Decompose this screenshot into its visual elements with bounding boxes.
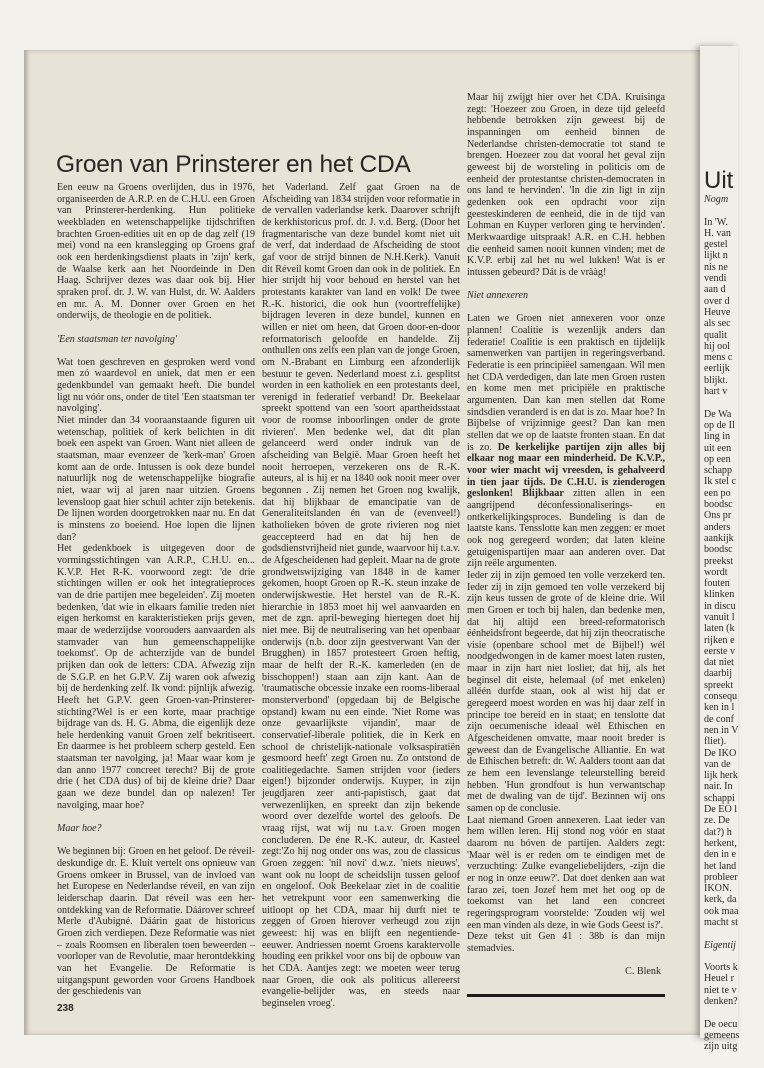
text-line: Heuve	[704, 306, 731, 318]
text-line: in discu	[704, 600, 736, 612]
paragraph: het Vaderland. Zelf gaat Groen na de Afscheiding van 1834 strijden voor reformatie in de vervallen vaderlandse kerk. Daarover schrijft de kerkhistoricus prof. dr. J. v.d. Berg. (Door het fragmentarische van deze bundel komt niet uit de verf, dat inderdaad de Afscheiding de stoot gaf voor de strijd binnen de N.H.Kerk). Vanuit dit Réveil komt Groen dan ook in de politiek. En hier strijdt hij voor behoud en herstel van het protestants karakter van land en volk! De twee R.-K. historici, die ook hun (voortreffelijke) bijdragen leveren in deze bundel, kunnen en willen er niet om heen, dat Groen door-en-door reformatorisch geloofde en handelde. Zij onthullen ons zelfs een plan van de jonge Groen, om N.-Brabant en Limburg een afzonderlijk bestuur te geven. Nederland moest z.i. gesplitst worden in een katholiek en een protestants deel, verenigd in federatief verband! Dr. Beekelaar spreekt spottend van een 'soort apartheidsstaat voor de roomse inboorlingen onder de grote rivieren'. Men bedenke wel, dat dit plan gelanceerd werd onder indruk van de afscheiding van België. Maar Groen heeft het nooit herroepen, verzekeren ons de R.-K. auteurs, al is hij er na 1840 ook nooit meer over begonnen . Zij nemen het Groen nog kwalijk, dat hij blijkbaar de emancipatie van de Generaliteitslanden én van de (evenveel!) katholieken bóven de grote rivieren nog niet geaccepteerd had en dat hij hen de godsdienstvrijheid niet gunde, waarvoor hij t.a.v. de Afgescheidenen had gepleit. Maar na de grote grondwetswijziging van 1848 in de kamer gekomen, hoopt Groen op R.-K. steun inzake de onderwijskwestie. Het herstel van de R.-K. hierarchie in 1853 moet hij wel aanvaarden en met de zgn. april-beweging hiertegen doet hij niet mee. Bij de neutralisering van het openbaar onderwijs (n.b. door zijn geestverwant Van der Brugghen) in 1857 protesteert Groen heftig, maar de helft der R.-K. kamerleden (en de bisschoppen!) staan aan zijn kant. Aan de 'traumatische obcessie inzake een rooms-liberaal monsterverbond' (opgedaan bij de Belgische opstand) kwam nu een einde. 'Niet Rome was onze gevaarlijkste vijandin', maar de conservatief-liberale politiek, die in Kerk en school de christelijk-nationale volksaspiratiën gesmoord heeft' zegt Groen nu. Zo ontstond de coalitiegedachte. Samen strijden voor (ieders eigen!) bijzonder onderwijs. Kuyper, in zijn jeugdjaren zeer anti-papistisch, gaat dat verwezenlijken, en spreekt dan zijn bekende woord over dezelfde wortel des geloofs. De vraag rijst, wat wij nu t.a.v. Groen mogen concluderen. De éne R.-K. auteur, dr. Kasteel zegt:'Zo hij nog onder ons was, zou de classicus Groen zeggen: 'nil novi' d.w.z. 'niets nieuws', want ook nu loopt de scheidslijn tussen geloof en ongeloof. Ook Beekelaar ziet in de coalitie het vetrekpunt voor een samenwerking die uitloopt op het CDA, maar hij durft niet te zeggen of Groen hierover verheugd zou zijn geweest: hij was en blijft een negentiende-eeuwer. Andriessen noemt Groens karaktervolle houding een prikkel voor ons bij de opbouw van het CDA. Aantjes zegt: we moeten weer terug naar Groen, die ook als politicus allereerst evangelie-belijder was, en steeds naar beginselen vroeg'.	[262, 182, 460, 1009]
text-line: nen in V	[704, 724, 739, 736]
paragraph: We beginnen bij: Groen en het geloof. De réveil-deskundige dr. E. Kluit vertelt ons opnieuw van Groens omkeer in Brussel, van de invloed van het Europese en Nederlandse réveil, en van zijn leiderschap daarin. Dat réveil was een her-ontdekking van de Reformatie. Dáárover schreef Merle d'Aubigné. Dáárin gaat de historicus Groen zich verdiepen. Deze Reformatie was niet – zoals Roomsen en liberalen toen beweerden – voorloper van de Revolutie, maar herontdekking van het Evangelie. De Reformatie is uitgangspunt geworden voor Groens Handboek der geschiedenis van	[57, 846, 255, 998]
text-line: ling in	[704, 431, 731, 443]
text-line: consequ	[704, 691, 738, 703]
text-line: boodsc	[704, 544, 733, 556]
text-line: ze. De	[704, 815, 730, 827]
text-line: over d	[704, 295, 730, 307]
text-line: aankijk	[704, 532, 734, 544]
text-line: nair. In	[704, 781, 733, 793]
text-line: uit een	[704, 442, 732, 454]
end-rule	[467, 994, 665, 997]
paragraph: Niet minder dan 34 vooraanstaande figuren uit wetenschap, politiek of kerk belichten in dit boek een aspekt van Groen. Want niet alleen de staatsman, maar evenzeer de 'kerk-man' Groen komt aan de orde. Intussen is ook deze bundel natuurlijk nog de wetenschappelijke biografie niet, waar wij al jaren naar uitzien. Groens levensloop gaat hier schuil achter zijn betekenis. De lijnen worden doorgetrokken naar nu. En dat is minstens zo boeiend. Hoe lopen die lijnen dan?	[57, 415, 255, 543]
subheading: 'Een staatsman ter navolging'	[57, 333, 178, 345]
text-line: herkent,	[704, 837, 737, 849]
text-line: Ik stel c	[704, 476, 736, 488]
text-line: Ons pr	[704, 510, 732, 522]
column-1	[57, 182, 255, 998]
text-line: schappi	[704, 792, 735, 804]
text: zitten allen in een aangrijpend déconfessionaliserings- en ontkerkelijkingsproces. Bundeling is dan de laatste kans. Tensslotte kan men zeggen: er moet ook nog geregeerd worden; dat laten kleine getuigenispartijen maar aan anderen over. Dat zijn reële argumenten.	[467, 488, 665, 570]
text-line: een po	[704, 487, 731, 499]
text-line: kerk, da	[704, 894, 737, 906]
text-line: ook maa	[704, 905, 739, 917]
page-number: 238	[57, 1003, 74, 1014]
bold-text: De kerkelijke partijen zijn alles bij elkaar nog maar een minderheid. De K.V.P., voor wier macht wij vreesden, is gehalveerd in tien jaar tijds. De C.H.U. is zienderogen geslonken! Blijkbaar	[467, 441, 665, 500]
text-line: blijkt.	[704, 374, 728, 386]
text-line: denken?	[704, 996, 738, 1008]
text-line: rijken e	[704, 634, 735, 646]
paragraph: Maar hij zwijgt hier over het CDA. Kruisinga zegt: 'Hoezeer zou Groen, in deze tijd geleefd hebbende betrokken zijn geweest bij de inspanningen om eenheid binnen de Nederlandse christen-democratie tot stand te brengen. Hoezeer zou dat vooral het geval zijn geweest bij de worsteling in politicis om de eenheid der protestantse christen-democraten in ons land te hervinden'. 'In die zin ligt in zijn gedenken ook een opdracht voor zijn geesteskinderen de eenheid, die in de tijd van Lohman en Kuyper verloren ging te hervinden'. Merkwaardige uitspraak! A.R. en C.H. hebben die eenheid samen nooit kunnen vinden; met de K.V.P. erbij zal het nu wel lukken! Wat is er intussen gebeurd? Dát is de vrààg!	[467, 92, 665, 278]
text-line: fouten	[704, 578, 730, 590]
text-line: Heuel r	[704, 973, 734, 985]
text-line: IKON.	[704, 883, 732, 895]
paragraph: Ieder zij in zijn gemoed ten volle verzekerd ten. Ieder zij in zijn gemoed ten volle verzekerd bij zijn keus tussen de grote of de kleine drie. Wil men Groen er toch bij halen, dan bedenke men, dat hij altijd een breed-reformatorisch éénheidsfront begeerde, dat hij zijn theocratische visie (openbare school met de Bijbel!) wél noodgedwongen in de kamer moest laten rusten, maar in zijn hart niet losliet; dat hij, als het beginsel dit eiste, helemaal (of met enkelen) alléén durfde staan, ook al wist hij dat er geregeerd moest worden en was hij daar zelf in principe toe bereid en in staat; en tenslotte dat zijn oecumenische ideaal wèl Ethischen en Afgescheidenen omvatte, maar nooit breder is geweest dan de Evangelische Alliantie. En wat de Ethischen betreft: dr. W. Aalders toont aan dat ze hem een levenslange teleurstelling bereid hebben. 'Hun grondfout is hun verwantschap met de dwaling van de tijd'. Bezinnen wij ons samen op de conclusie.	[467, 569, 665, 814]
text-line: gemeens	[704, 1029, 740, 1041]
text-line: probleer	[704, 871, 738, 883]
paragraph	[467, 313, 665, 569]
text-line: wordt	[704, 566, 728, 578]
text-line: vanuit l	[704, 611, 735, 623]
text-line: H. van	[704, 227, 731, 239]
next-article-subheading: Eigentij	[704, 939, 736, 951]
next-article-fragment	[704, 46, 764, 1053]
text-line: boodsc	[704, 499, 733, 511]
text-line: op de Il	[704, 419, 735, 431]
text-line: zijn uitg	[704, 1041, 738, 1053]
text-line: lijk herk	[704, 770, 738, 782]
text-line: hij ool	[704, 340, 731, 352]
text-line: preekst	[704, 555, 734, 567]
text-line: eerlijk	[704, 363, 730, 375]
text-line: spreekt	[704, 679, 734, 691]
text-line: De Wa	[704, 408, 732, 420]
subheading: Maar hoe?	[57, 823, 102, 835]
text-line: klinken	[704, 589, 735, 601]
text-line: eerste v	[704, 645, 736, 657]
text-line: dat?) h	[704, 826, 732, 838]
text-line: qualit	[704, 329, 727, 341]
paragraph: Laat niemand Groen annexeren. Laat ieder van hem willen leren. Hij stond nog vóór en staat daarom nu bóven de partijen. Aalders zegt: 'Maar wèl is er reden om te eindigen met de verzuchting: Zulke evangeliebelijders, -zijn die er nog in onze eeuw?'. Dat doet denken aan wat farao zei, toen Jozef hem met het oog op de toekomst van het land een concreet regeringsprogram voorstelde: 'Zouden wij wel een man vinden als deze, in wie Gods Geest is?'.	[467, 814, 665, 931]
article-title: Groen van Prinsterer en het CDA	[56, 151, 411, 178]
paragraph: Wat toen geschreven en gesproken werd vond men zó waardevol en uniek, dat men er een gedenkbundel van gemaakt heeft. Die bundel ligt nu vóór ons, onder de titel 'Een staatsman ter navolging'.	[57, 356, 255, 415]
text-line: niet te v	[704, 984, 737, 996]
text-block	[704, 409, 764, 929]
text-line: van de	[704, 758, 731, 770]
paragraph: Deze tekst uit Gen 41 : 38b is dan mijn stemadvies.	[467, 931, 665, 954]
text-block	[704, 1019, 764, 1053]
text-line: als sec	[704, 318, 731, 330]
text-line: De EO l	[704, 804, 738, 816]
paragraph: Een eeuw na Groens overlijden, dus in 1976, organiseerden de A.R.P. en de C.H.U. een Groen van Prinsterer-herdenking. Hun politieke weekbladen en wetenschappelijke tijdschriften brachten Groen-edities uit en op de dag zelf (19 mei) vond na een kranslegging op Groens graf ook een herdenkingsdienst plaats in 'zijn' kerk, de Waalse kerk aan het Noordeinde in Den Haag. Schrijver dezes was daar ook bij. Hier spraken prof. dr. J. W. van Hulst, dr. W. Aalders en mr. A. M. Donner over Groen en het onderwijs, de theologie en de politiek.	[57, 182, 255, 322]
text-line: laten (k	[704, 623, 735, 635]
text-line: vendi	[704, 273, 727, 285]
right-page	[700, 46, 740, 1053]
text-block	[704, 217, 764, 398]
next-article-title: Uit	[704, 167, 734, 194]
text-block	[704, 962, 764, 1007]
text: Laten we Groen niet annexeren voor onze plannen! Coalitie is wezenlijk anders dan federatie! Coalitie is een praktisch en tijdelijk samenwerken van partijen in regeringsverband. Federatie is een principiëel samengaan. Wil men het CDA verdedigen, dan late men Groen rusten en kome men met pricipiële en praktische argumenten. Dan kan men stellen dat Rome sindsdien veranderd is en dat is zo. Maar hoe? In Bijbelse of vrijzinnige geest? Dan kan men stellen dat we op de laatste fronten staan. En dat is zo.	[467, 313, 665, 453]
text-line: het land	[704, 860, 737, 872]
text-line: In 'W.	[704, 216, 728, 228]
text-line: schapp	[704, 465, 733, 477]
text-line: fliet).	[704, 736, 727, 748]
text-line: gestel	[704, 239, 728, 251]
text-line: Voorts k	[704, 962, 738, 974]
text-line: nis ne	[704, 261, 728, 273]
text-line: lijkt n	[704, 250, 728, 262]
text-line: dat niet	[704, 657, 734, 669]
subheading: Niet annexeren	[467, 290, 529, 302]
text-line: De IKO	[704, 747, 737, 759]
text-line: ken in l	[704, 702, 735, 714]
text-line: mens c	[704, 352, 733, 364]
column-2	[262, 182, 460, 1010]
text-line: op een	[704, 453, 731, 465]
text-line: daarbij	[704, 668, 733, 680]
author-signature: C. Blenk	[625, 966, 661, 978]
text-line: hart v	[704, 386, 728, 398]
column-3	[467, 92, 665, 997]
paragraph: Het gedenkboek is uitgegeven door de vormingsstichtingen van A.R.P., C.H.U. en... K.V.P. Het R-K. voorwoord zegt: 'de drie stichtingen willen er ook het integratieproces van de drie partijen mee begeleiden'. Zij moeten bedenken, 'dat wie in elkaars familie treden niet eigen herkomst en karakteristieken prijs geven, maar de wederzijdse voorouders aanvaarden als stamvader van hun gemeenschappelijke toekomst'. Op de achterzijde van de bundel prijken dan ook de letters: CDA. Afwezig zijn de S.G.P. en het G.P.V. Zij waren ook afwezig bij de herdenking zelf. Ik vond: pijnlijk afwezig. Heeft het G.P.V. geen Groen-van-Prinsterer-stichting?Wel is er een korte, maar prachtige bijdrage van ds. H. G. Abma, die eigenlijk deze hele herdenking vanuit Groen zelf bekritiseert. En daarmee is het probleem scherp gesteld. Een staatsman ter navolging, ja! Maar waar kom je dan anno 1977 concreet terecht? Bij de grote drie ( het CDA dus) of bij de kleine drie? Daar gaan we deze bundel dan op nalezen! Ter navolging, maar hoe?	[57, 543, 255, 811]
text-line: den in e	[704, 849, 736, 861]
next-article-subtitle: Nogm	[704, 194, 729, 205]
text-line: macht st	[704, 917, 738, 928]
text-line: anders	[704, 521, 731, 533]
text-line: De oecu	[704, 1018, 738, 1030]
text-line: de conf	[704, 713, 734, 725]
text-line: aan d	[704, 284, 726, 296]
